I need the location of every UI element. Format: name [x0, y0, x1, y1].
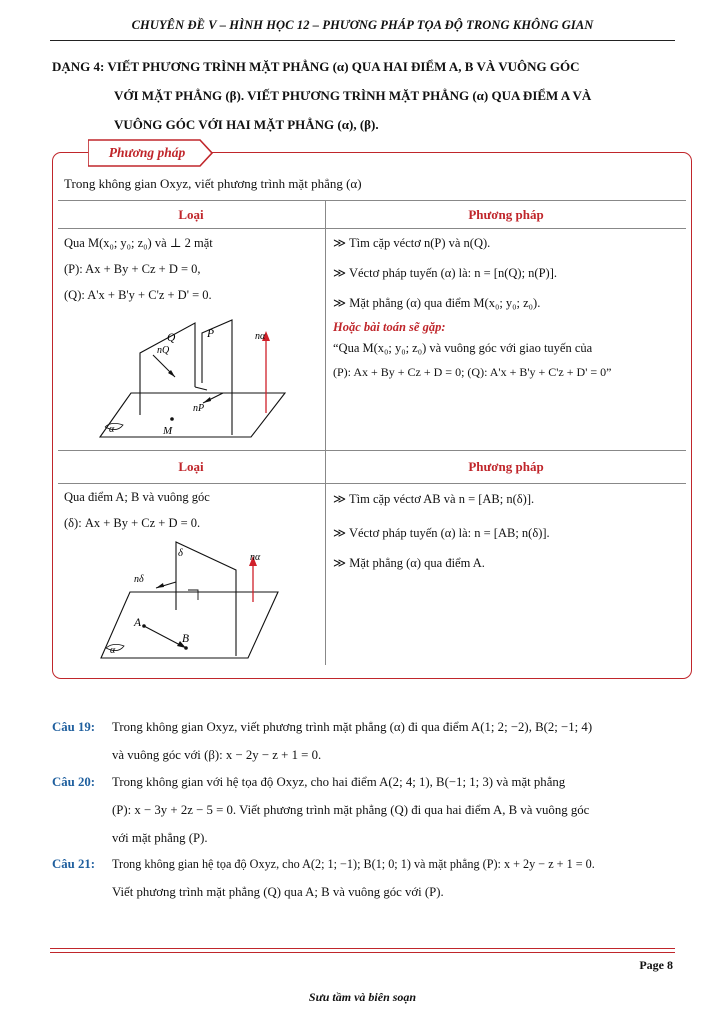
table2-column-divider — [325, 450, 326, 665]
question-19 — [52, 713, 676, 769]
table1-note-line-1: “Qua M(x₀; y₀; z₀) và vuông góc với giao tuyến của — [333, 341, 593, 355]
question-20-line-2: (P): x − 3y + 2z − 5 = 0. Viết phương trình mặt phẳng (Q) đi qua hai điểm A, B và vuông góc — [112, 803, 590, 817]
figure-two-planes — [95, 315, 290, 443]
table2-left-line-2: (δ): Ax + By + Cz + D = 0. — [64, 516, 201, 530]
question-20 — [52, 768, 676, 852]
fig2-label-alpha: α — [110, 645, 116, 656]
section-heading-line-2: VỚI MẶT PHẲNG (β). VIẾT PHƯƠNG TRÌNH MẶT PHẲNG (α) QUA ĐIỂM A VÀ — [114, 88, 592, 103]
table2-right-cell — [333, 486, 683, 576]
question-19-body — [112, 713, 676, 769]
table2-step-1: ≫ Tìm cặp véctơ AB và n = [AB; n(δ)]. — [333, 492, 535, 506]
document-header: CHUYÊN ĐỀ V – HÌNH HỌC 12 – PHƯƠNG PHÁP TỌA ĐỘ TRONG KHÔNG GIAN — [131, 18, 594, 32]
table2-left-cell — [64, 484, 322, 536]
fig2-label-a: A — [134, 617, 142, 629]
section-heading — [52, 52, 676, 139]
fig2-label-ndelta: nδ — [134, 574, 144, 585]
footer-rule-top — [50, 948, 675, 949]
fig1-label-nq: nQ — [157, 345, 170, 356]
table1-column-divider — [325, 200, 326, 450]
question-21-body — [112, 850, 676, 906]
table1-top-rule — [58, 200, 686, 201]
table1-col2-header: Phương pháp — [468, 207, 544, 222]
question-19-label: Câu 19: — [52, 720, 96, 734]
table2-col1-header: Loại — [178, 459, 204, 474]
table1-step-2: ≫ Véctơ pháp tuyến (α) là: n = [n(Q); n(P)]. — [333, 266, 557, 280]
table1-left-cell — [64, 230, 322, 308]
question-21 — [52, 850, 676, 906]
question-21-line-1: Trong không gian hệ tọa độ Oxyz, cho A(2; 1; −1); B(1; 0; 1) và mặt phẳng (P): x + 2y − z + 1 = 0. — [112, 857, 595, 871]
table1-step-1: ≫ Tìm cặp véctơ n(P) và n(Q). — [333, 236, 491, 250]
table1-note-title: Hoặc bài toán sẽ gặp: — [333, 320, 446, 334]
section-heading-line-3: VUÔNG GÓC VỚI HAI MẶT PHẲNG (α), (β). — [114, 117, 379, 132]
table1-step-3: ≫ Mặt phẳng (α) qua điểm M(x₀; y₀; z₀). — [333, 296, 541, 310]
table1-note-line-2: (P): Ax + By + Cz + D = 0; (Q): A'x + B'y + C'z + D' = 0” — [333, 365, 612, 379]
fig1-label-m: M — [163, 425, 173, 437]
page-number: Page 8 — [639, 958, 673, 972]
fig1-label-alpha: α — [109, 424, 115, 435]
fig1-label-p: P — [207, 328, 215, 340]
figure-plane-delta — [98, 530, 283, 660]
table1-col1-header: Loại — [178, 207, 204, 222]
fig2-label-b: B — [182, 633, 190, 645]
table2-left-line-1: Qua điểm A; B và vuông góc — [64, 490, 210, 504]
footer-rule-bottom — [50, 952, 675, 953]
question-20-line-3: với mặt phẳng (P). — [112, 831, 208, 845]
plane-alpha-shape — [101, 592, 278, 658]
table2-top-rule — [58, 450, 686, 451]
table1-left-line-2: (P): Ax + By + Cz + D = 0, — [64, 262, 201, 276]
table2-col2-header: Phương pháp — [468, 459, 544, 474]
section-heading-line-1: DẠNG 4: VIẾT PHƯƠNG TRÌNH MẶT PHẲNG (α) QUA HAI ĐIỂM A, B VÀ VUÔNG GÓC — [52, 59, 580, 74]
table1-right-cell — [333, 230, 683, 384]
table1-header-rule — [58, 228, 686, 229]
method-tag-label: Phương pháp — [108, 145, 186, 160]
table1-left-line-1: Qua M(x₀; y₀; z₀) và ⊥ 2 mặt — [64, 236, 213, 250]
point-m — [170, 417, 174, 421]
question-20-label: Câu 20: — [52, 775, 96, 789]
fig1-label-nalpha: nα — [255, 331, 266, 342]
fig1-label-q: Q — [167, 332, 176, 344]
question-21-line-2: Viết phương trình mặt phẳng (Q) qua A; B và vuông góc với (P). — [112, 885, 444, 899]
question-19-line-2: và vuông góc với (β): x − 2y − z + 1 = 0. — [112, 748, 322, 762]
question-21-label: Câu 21: — [52, 857, 96, 871]
table2-step-3: ≫ Mặt phẳng (α) qua điểm A. — [333, 556, 485, 570]
table2-step-2: ≫ Véctơ pháp tuyến (α) là: n = [AB; n(δ)]. — [333, 526, 550, 540]
footer-credit: Sưu tầm và biên soạn — [308, 990, 417, 1004]
fig2-label-delta: δ — [178, 548, 183, 559]
vector-ab — [144, 626, 182, 646]
header-rule — [50, 40, 675, 41]
question-20-body — [112, 768, 676, 852]
method-intro: Trong không gian Oxyz, viết phương trình mặt phẳng (α) — [64, 176, 362, 191]
fig2-label-nalpha: nα — [250, 552, 261, 563]
question-19-line-1: Trong không gian Oxyz, viết phương trình mặt phẳng (α) đi qua điểm A(1; 2; −2), B(2; −1; 4) — [112, 720, 593, 734]
table1-left-line-3: (Q): A'x + B'y + C'z + D' = 0. — [64, 288, 212, 302]
question-20-line-1: Trong không gian với hệ tọa độ Oxyz, cho hai điểm A(2; 4; 1), B(−1; 1; 3) và mặt phẳng — [112, 775, 566, 789]
method-tag — [88, 139, 213, 167]
plane-alpha-shape — [100, 393, 285, 437]
fig1-label-np: nP — [193, 403, 205, 414]
